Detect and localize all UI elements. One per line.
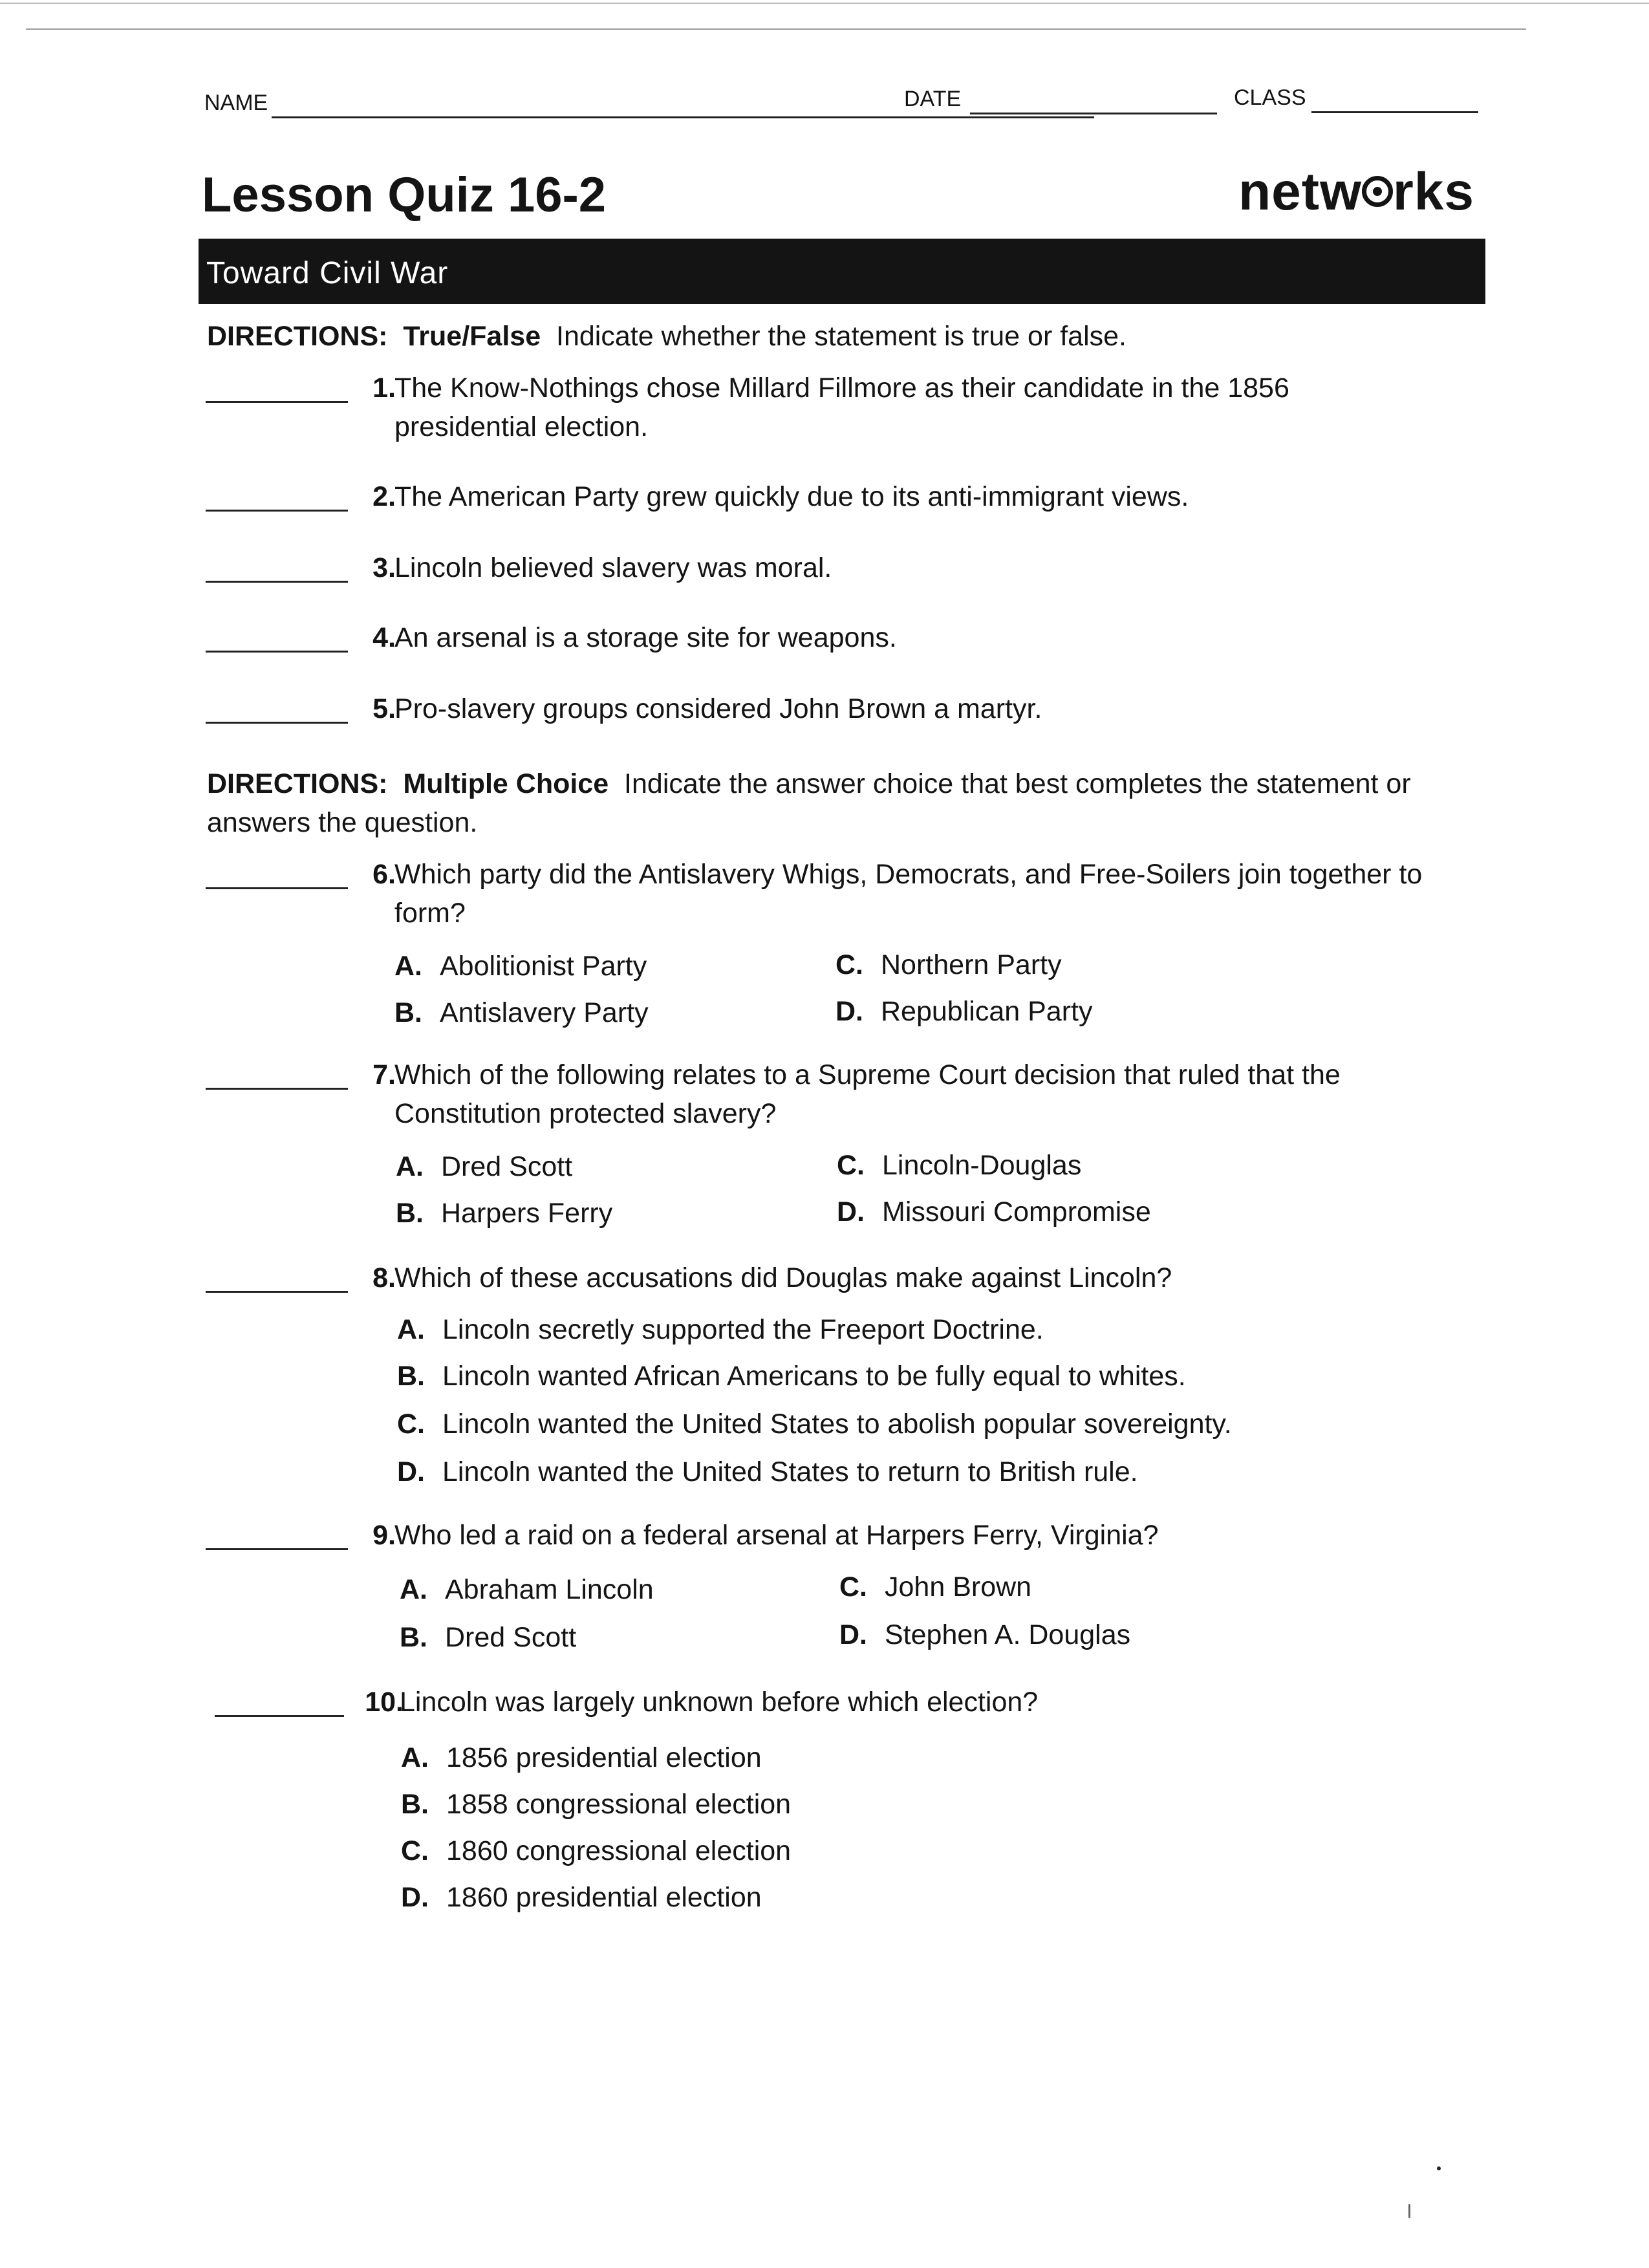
option-6c: [835, 945, 1062, 984]
answer-blank[interactable]: [215, 1715, 344, 1717]
option-text: 1860 congressional election: [446, 1835, 792, 1866]
banner-title: Toward Civil War: [206, 256, 449, 290]
option-letter: A.: [394, 951, 422, 982]
option-letter: B.: [396, 1198, 424, 1229]
brand-text-end: rks: [1392, 162, 1474, 221]
directions-multiple-choice: [207, 764, 1423, 842]
question-text: Who led a raid on a federal arsenal at Harpers Ferry, Virginia?: [394, 1520, 1159, 1551]
option-text: Republican Party: [881, 996, 1093, 1027]
answer-blank[interactable]: [206, 581, 348, 583]
option-text: Harpers Ferry: [441, 1198, 613, 1229]
scan-edge-line: [26, 28, 1526, 30]
question-text: Which of these accusations did Douglas make against Lincoln?: [394, 1262, 1172, 1293]
option-letter: A.: [397, 1314, 425, 1345]
option-9c: [839, 1568, 1031, 1606]
option-text: Dred Scott: [441, 1151, 573, 1182]
question-text: Which party did the Antislavery Whigs, Democrats, and Free-Soilers join together to form?: [394, 859, 1423, 929]
option-text: Missouri Compromise: [882, 1196, 1151, 1227]
option-text: Abolitionist Party: [440, 951, 647, 982]
directions-text: Indicate whether the statement is true or false.: [556, 321, 1126, 352]
class-label: CLASS: [1234, 85, 1306, 110]
option-text: Lincoln secretly supported the Freeport Doctrine.: [442, 1314, 1044, 1345]
option-text: Lincoln-Douglas: [882, 1150, 1082, 1181]
brand-logo: [1238, 162, 1474, 222]
option-letter: D.: [401, 1882, 429, 1913]
question-text: Pro-slavery groups considered John Brown a martyr.: [394, 693, 1042, 724]
option-letter: C.: [401, 1835, 429, 1866]
question-text: The American Party grew quickly due to its anti-immigrant views.: [394, 481, 1189, 512]
answer-blank[interactable]: [206, 887, 348, 889]
question-1: [206, 369, 1493, 453]
option-8d: [397, 1453, 1138, 1491]
page-title: Lesson Quiz 16-2: [202, 167, 607, 222]
option-9b: [400, 1618, 576, 1657]
option-letter: D.: [835, 996, 863, 1027]
option-6d: [835, 992, 1092, 1031]
option-text: Stephen A. Douglas: [885, 1619, 1131, 1650]
option-10a: [401, 1738, 762, 1777]
question-number: 5.: [372, 693, 396, 724]
option-text: John Brown: [885, 1571, 1032, 1603]
answer-blank[interactable]: [206, 651, 348, 653]
option-6b: [394, 993, 649, 1032]
directions-type: Multiple Choice: [403, 768, 609, 799]
answer-blank[interactable]: [206, 1088, 348, 1090]
option-letter: D.: [839, 1619, 867, 1650]
scan-edge-line: [0, 3, 1649, 4]
question-4: [206, 618, 1493, 664]
date-label: DATE: [904, 87, 962, 111]
question-number: 10.: [365, 1687, 404, 1718]
directions-type: True/False: [403, 321, 541, 352]
option-letter: A.: [396, 1151, 424, 1182]
scan-speck: [1408, 2204, 1410, 2218]
question-number: 3.: [372, 552, 396, 583]
question-text: The Know-Nothings chose Millard Fillmore as their candidate in the 1856 presidential election.: [394, 373, 1289, 442]
option-text: Lincoln wanted African Americans to be fully equal to whites.: [442, 1361, 1186, 1392]
option-6a: [394, 947, 647, 986]
question-number: 1.: [372, 373, 396, 404]
option-text: Northern Party: [881, 949, 1062, 980]
answer-blank[interactable]: [206, 1291, 348, 1293]
option-10d: [401, 1878, 762, 1917]
option-letter: B.: [394, 997, 422, 1028]
question-9: [206, 1516, 1493, 1561]
question-6: [206, 855, 1493, 939]
option-letter: B.: [397, 1361, 425, 1392]
question-number: 2.: [372, 481, 396, 512]
option-letter: C.: [837, 1150, 865, 1181]
option-text: 1856 presidential election: [446, 1742, 762, 1773]
question-number: 6.: [372, 859, 396, 890]
answer-blank[interactable]: [206, 1548, 348, 1550]
option-text: 1860 presidential election: [446, 1882, 762, 1913]
answer-blank[interactable]: [206, 401, 348, 403]
date-input-line[interactable]: [970, 113, 1217, 114]
question-number: 8.: [372, 1262, 396, 1293]
answer-blank[interactable]: [206, 510, 348, 512]
question-8: [206, 1258, 1493, 1304]
directions-true-false: [207, 317, 1474, 356]
question-number: 9.: [372, 1520, 396, 1551]
option-letter: B.: [401, 1789, 429, 1820]
option-letter: C.: [397, 1409, 425, 1440]
option-text: 1858 congressional election: [446, 1789, 792, 1820]
question-number: 7.: [372, 1059, 396, 1090]
option-text: Dred Scott: [445, 1622, 577, 1653]
option-letter: C.: [839, 1571, 867, 1603]
option-text: Antislavery Party: [440, 997, 649, 1028]
option-letter: B.: [400, 1622, 427, 1653]
question-text: Lincoln was largely unknown before which election?: [400, 1687, 1039, 1718]
name-label: NAME: [204, 91, 268, 115]
class-input-line[interactable]: [1311, 111, 1478, 113]
option-letter: A.: [400, 1574, 427, 1605]
option-7c: [837, 1146, 1081, 1185]
question-text: An arsenal is a storage site for weapons.: [394, 622, 897, 653]
option-8a: [397, 1310, 1044, 1349]
header-fields: [204, 85, 1478, 123]
scan-speck: [1437, 2166, 1441, 2170]
option-9d: [839, 1615, 1130, 1654]
option-7d: [837, 1193, 1151, 1231]
option-text: Lincoln wanted the United States to abolish popular sovereignty.: [442, 1409, 1232, 1440]
question-10: [206, 1683, 1493, 1728]
question-text: Lincoln believed slavery was moral.: [394, 552, 832, 583]
question-3: [206, 548, 1493, 594]
directions-lead: DIRECTIONS:: [207, 321, 388, 352]
chapter-banner: [199, 239, 1485, 304]
option-10c: [401, 1831, 791, 1870]
option-letter: D.: [397, 1456, 425, 1487]
option-letter: C.: [835, 949, 863, 980]
question-5: [206, 689, 1493, 735]
question-2: [206, 477, 1493, 523]
question-text: Which of the following relates to a Supreme Court decision that ruled that the Constitution protected slavery?: [394, 1059, 1341, 1129]
directions-text: Indicate the answer choice that best completes the statement or answers the question.: [207, 768, 1411, 838]
brand-o-icon: [1362, 176, 1393, 207]
directions-lead: DIRECTIONS:: [207, 768, 388, 799]
option-letter: D.: [837, 1196, 865, 1227]
answer-blank[interactable]: [206, 722, 348, 724]
question-number: 4.: [372, 622, 396, 653]
option-letter: A.: [401, 1742, 429, 1773]
option-text: Lincoln wanted the United States to return to British rule.: [442, 1456, 1138, 1487]
option-text: Abraham Lincoln: [445, 1574, 654, 1605]
option-10b: [401, 1785, 791, 1824]
name-input-line[interactable]: [272, 116, 1094, 118]
option-7a: [396, 1147, 572, 1186]
option-7b: [396, 1194, 612, 1233]
question-7: [206, 1055, 1493, 1139]
option-9a: [400, 1570, 654, 1609]
option-8c: [397, 1405, 1232, 1443]
option-8b: [397, 1357, 1186, 1396]
brand-text-start: netw: [1238, 162, 1362, 221]
